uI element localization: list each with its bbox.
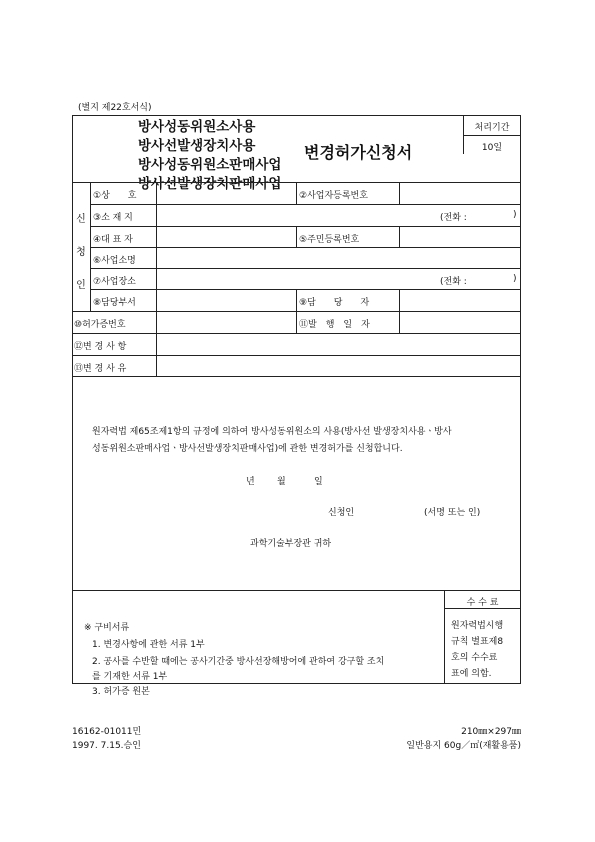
title-line-3: 방사성동위원소판매사업	[138, 157, 282, 173]
form-title: 변경허가신청서	[304, 143, 413, 162]
fee-line-3: 호의 수수료	[451, 653, 498, 663]
place-field[interactable]	[157, 269, 437, 288]
attachment-3: 3. 허가증 원본	[92, 687, 150, 697]
label-dept: ⑧담당부서	[93, 298, 136, 308]
body-line-1: 원자력법 제65조제1항의 규정에 의하여 방사성동위원소의 사용(방사선 발생장치사용ㆍ방사	[92, 427, 452, 437]
label-name: ①상 호	[93, 191, 137, 201]
date-day: 일	[314, 477, 323, 487]
label-changes: ⑫변 경 사 항	[74, 342, 127, 352]
label-placename: ⑥사업소명	[93, 256, 136, 266]
fee-line-1: 원자력법시행	[451, 621, 504, 631]
applicant-side-3: 인	[76, 280, 86, 291]
changes-field[interactable]	[157, 334, 520, 354]
issuedate-field[interactable]	[400, 312, 520, 332]
fee-line-4: 표에 의함.	[451, 669, 492, 679]
addressee: 과학기술부장관 귀하	[250, 539, 332, 549]
fee-text	[451, 618, 503, 682]
form-tag: (별지 제22호서식)	[78, 103, 152, 113]
processing-value: 10일	[481, 143, 503, 153]
applicant-label: 신청인	[328, 508, 355, 518]
label-bizno: ②사업자등록번호	[299, 191, 368, 201]
label-resno: ⑤주민등록번호	[299, 235, 360, 245]
footer-code: 16162-01011민	[72, 727, 142, 737]
sign-label: (서명 또는 인)	[424, 508, 481, 518]
title-line-2: 방사선발생장치사용	[138, 138, 256, 154]
date-month: 월	[277, 477, 286, 487]
label-address: ③소 재 지	[93, 213, 133, 223]
title-line-4: 방사선발생장치판매사업	[138, 176, 282, 192]
bizno-field[interactable]	[400, 183, 520, 203]
title-line-1: 방사성동위원소사용	[138, 119, 256, 135]
footer-size: 210㎜×297㎜	[461, 727, 521, 737]
label-issuedate: ⑪발 행 일 자	[299, 320, 370, 330]
dept-field[interactable]	[157, 290, 295, 310]
attachment-1: 1. 변경사항에 관한 서류 1부	[92, 640, 205, 650]
fee-line-2: 규칙 별표제8	[451, 637, 504, 647]
body-line-2: 성동위원소판매사업ㆍ방사선발생장치판매사업)에 관한 변경허가를 신청합니다.	[92, 444, 403, 454]
fee-header: 수 수 료	[466, 598, 499, 608]
date-year: 년	[246, 477, 255, 487]
phone2-end: )	[513, 274, 517, 284]
attachment-2: 2. 공사를 수반할 때에는 공사기간중 방사선장해방어에 관하여 강구할 조치	[92, 657, 385, 667]
address-field[interactable]	[157, 205, 437, 225]
permitno-field[interactable]	[157, 312, 295, 332]
title-list	[138, 118, 282, 192]
manager-field[interactable]	[400, 290, 520, 310]
attachments-header: ※ 구비서류	[84, 623, 130, 633]
phone1-end: )	[513, 210, 517, 220]
footer-paper: 일반용지 60g／㎡(재활용품)	[406, 741, 521, 751]
phone1-label: (전화 :	[440, 213, 467, 223]
placename-field[interactable]	[157, 248, 520, 267]
reason-field[interactable]	[157, 356, 520, 375]
applicant-side-2: 청	[76, 247, 86, 258]
applicant-side-1: 신	[76, 214, 86, 225]
processing-label: 처리기간	[474, 123, 510, 133]
name-field[interactable]	[157, 183, 295, 203]
label-permitno: ⑩허가증번호	[74, 320, 126, 330]
resno-field[interactable]	[400, 227, 520, 246]
label-manager: ⑨담 당 자	[299, 298, 370, 308]
label-reason: ⑬변 경 사 유	[74, 364, 127, 374]
label-rep: ④대 표 자	[93, 235, 133, 245]
rep-field[interactable]	[157, 227, 295, 246]
attachment-2-cont: 를 기재한 서류 1부	[92, 672, 168, 682]
footer-approved: 1997. 7.15.승인	[72, 741, 141, 751]
phone2-label: (전화 :	[440, 277, 467, 287]
label-place: ⑦사업장소	[93, 277, 136, 287]
